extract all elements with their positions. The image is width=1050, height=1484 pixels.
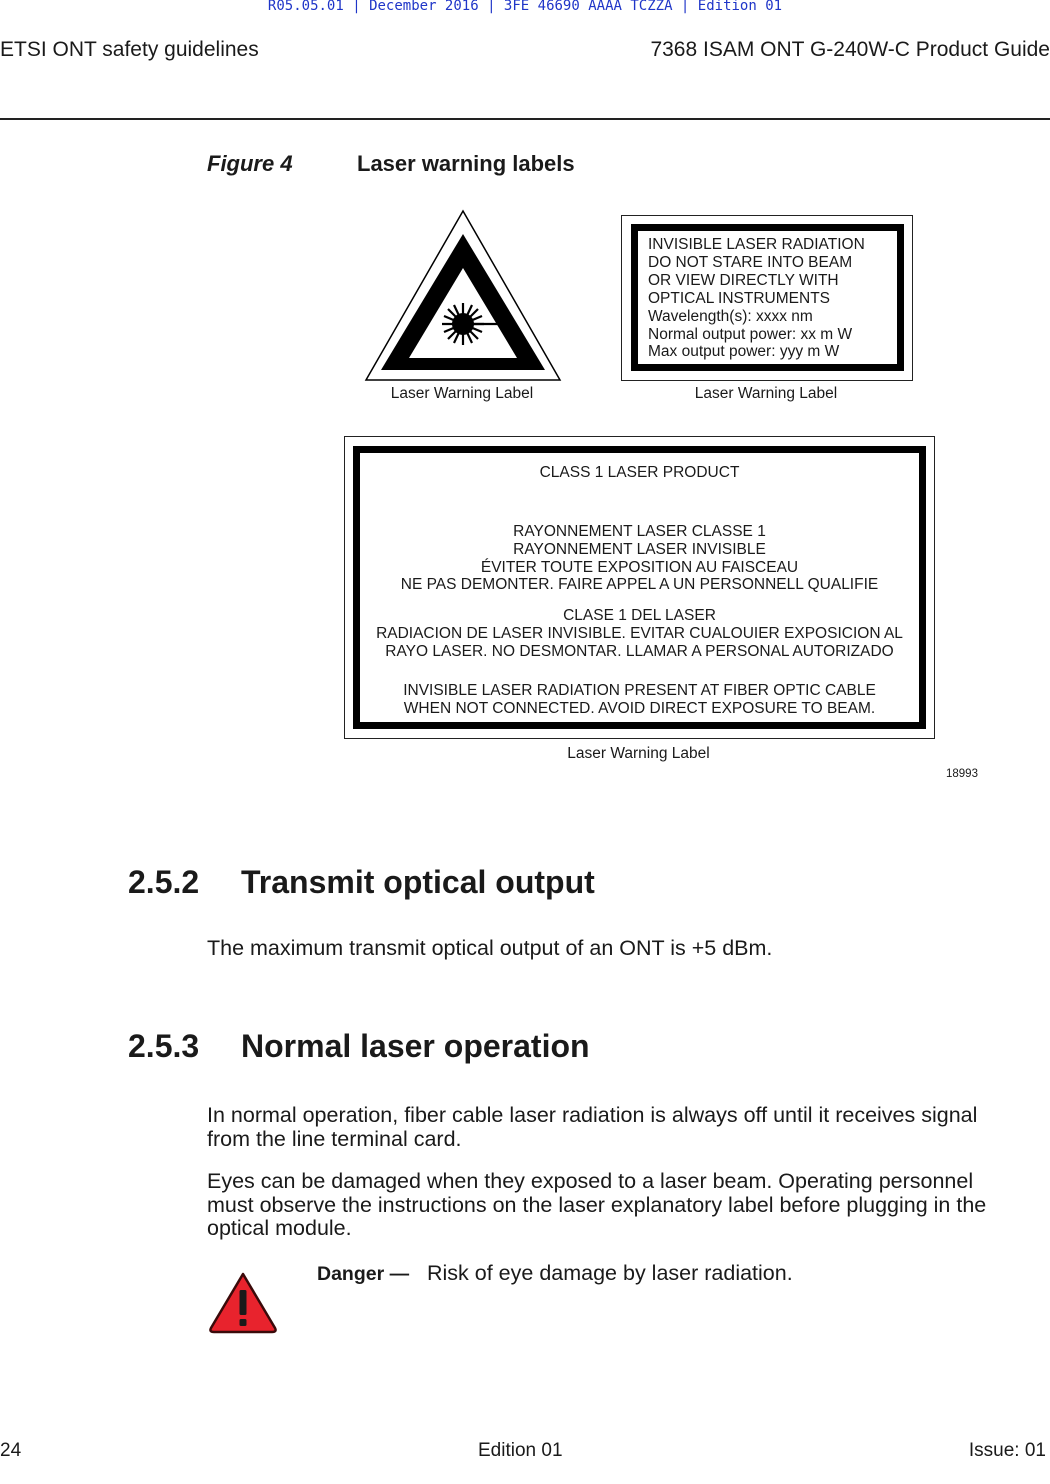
label-line: Max output power: yyy m W — [648, 343, 840, 361]
section-252-number: 2.5.2 — [128, 864, 200, 900]
laser-label-large — [344, 436, 935, 739]
figure-number: Figure 4 — [207, 151, 293, 176]
header-left: ETSI ONT safety guidelines — [0, 38, 259, 61]
label-line: INVISIBLE LASER RADIATION — [648, 236, 865, 253]
label-english-block — [345, 682, 934, 718]
document-banner: R05.05.01 | December 2016 | 3FE 46690 AAAA TCZZA | Edition 01 — [267, 0, 783, 14]
label-line: RAYONNEMENT LASER CLASSE 1 — [513, 523, 766, 540]
triangle-caption: Laser Warning Label — [390, 385, 534, 402]
label-spanish-block — [345, 607, 934, 660]
label-line: OPTICAL INSTRUMENTS — [648, 289, 830, 307]
text-line: must observe the instructions on the laser explanatory label before plugging in the — [207, 1192, 987, 1217]
text-line: optical module. — [207, 1216, 352, 1240]
label-class-line: CLASS 1 LASER PRODUCT — [539, 464, 740, 481]
footer-issue: Issue: 01 — [968, 1440, 1046, 1461]
label-line: WHEN NOT CONNECTED. AVOID DIRECT EXPOSURE TO BEAM. — [403, 699, 876, 717]
label-line: DO NOT STARE INTO BEAM — [648, 253, 853, 271]
danger-label: Danger — — [317, 1263, 410, 1285]
label-line: RADIACION DE LASER INVISIBLE. EVITAR CUALOUIER EXPOSICION AL — [376, 624, 903, 642]
text-line: In normal operation, fiber cable laser radiation is always off until it receives signal — [207, 1103, 978, 1127]
label-line: Normal output power: xx m W — [648, 325, 853, 343]
label-line: CLASE 1 DEL LASER — [563, 607, 716, 624]
label-line: RAYO LASER. NO DESMONTAR. LLAMAR A PERSONAL AUTORIZADO — [385, 642, 894, 660]
footer-edition: Edition 01 — [478, 1440, 563, 1461]
small-label-caption: Laser Warning Label — [694, 385, 838, 402]
danger-text: Risk of eye damage by laser radiation. — [427, 1261, 793, 1285]
header-rule — [0, 118, 1050, 120]
laser-warning-triangle-icon — [362, 208, 564, 384]
label-line: OR VIEW DIRECTLY WITH — [648, 271, 839, 289]
label-line: ÉVITER TOUTE EXPOSITION AU FAISCEAU — [480, 558, 799, 576]
section-253-paragraph-2 — [207, 1170, 1043, 1241]
label-line: INVISIBLE LASER RADIATION PRESENT AT FIBER OPTIC CABLE — [403, 682, 876, 699]
laser-label-small — [621, 215, 913, 381]
header-right: 7368 ISAM ONT G-240W-C Product Guide — [650, 38, 1050, 61]
section-252-body: The maximum transmit optical output of an ONT is +5 dBm. — [207, 936, 773, 960]
section-253-title: Normal laser operation — [241, 1028, 590, 1064]
laser-label-small-text — [648, 236, 865, 361]
danger-icon — [207, 1270, 279, 1334]
label-line: RAYONNEMENT LASER INVISIBLE — [513, 540, 766, 558]
label-line: NE PAS DEMONTER. FAIRE APPEL A UN PERSONNELL QUALIFIE — [400, 576, 879, 594]
section-253-number: 2.5.3 — [128, 1028, 200, 1064]
text-line: from the line terminal card. — [207, 1126, 462, 1151]
footer-page-number: 24 — [0, 1440, 22, 1461]
section-253-paragraph-1 — [207, 1104, 1043, 1151]
figure-id-code: 18993 — [946, 768, 978, 780]
label-line: Wavelength(s): xxxx nm — [648, 307, 813, 325]
large-label-caption: Laser Warning Label — [567, 745, 710, 762]
label-french-block — [345, 523, 934, 594]
text-line: Eyes can be damaged when they exposed to a laser beam. Operating personnel — [207, 1169, 974, 1193]
figure-title: Laser warning labels — [357, 151, 575, 176]
section-252-title: Transmit optical output — [241, 864, 595, 900]
